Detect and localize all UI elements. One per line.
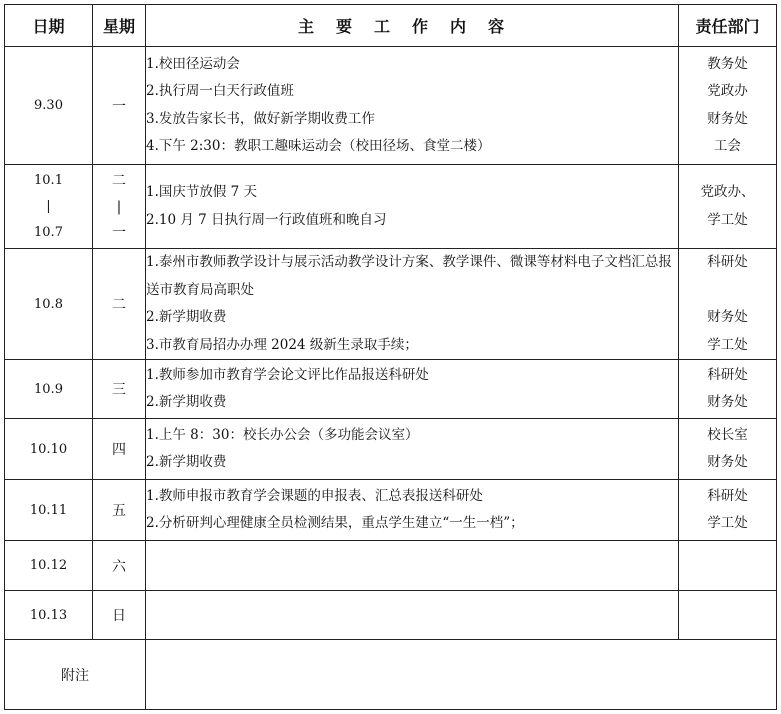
content-cell: [146, 419, 679, 480]
content-cell: [146, 47, 679, 165]
dept-item: 学工处: [707, 336, 748, 353]
weekday-cell: [93, 165, 146, 249]
content-cell: [146, 591, 679, 640]
weekday-cell: 六: [93, 541, 146, 591]
content-item: 2.新学期收费: [146, 309, 227, 325]
date-cell: [5, 165, 93, 249]
date-cell: 10.9: [5, 360, 93, 419]
dept-item: 财务处: [707, 394, 748, 410]
content-item: 4.下午 2:30：教职工趣味运动会（校田径场、食堂二楼）: [146, 138, 491, 154]
weekday-cell: 一: [93, 47, 146, 165]
dept-item: 科研处: [707, 254, 748, 270]
table-row: [5, 591, 777, 640]
weekday-start: 二: [112, 172, 126, 189]
dept-cell: [679, 249, 777, 360]
content-item: 2.分析研判心理健康全员检测结果，重点学生建立“一生一档”；: [146, 515, 524, 531]
content-item: 2.新学期收费: [146, 454, 227, 470]
content-item: 1.教师申报市教育学会课题的申报表、汇总表报送科研处: [146, 487, 483, 504]
dept-item: 财务处: [707, 110, 748, 127]
table-row: [5, 360, 777, 419]
dept-cell: [679, 360, 777, 419]
content-cell: [146, 249, 679, 360]
dept-cell: [679, 47, 777, 165]
dept-item: 科研处: [707, 366, 748, 383]
content-item: 1.上午 8：30：校长办公会（多功能会议室）: [146, 426, 419, 443]
dept-item: 教务处: [707, 55, 748, 72]
weekly-schedule-table: [4, 4, 777, 710]
content-cell: [146, 541, 679, 591]
weekday-cell: 三: [93, 360, 146, 419]
date-separator: |: [46, 198, 51, 214]
dept-cell: [679, 419, 777, 480]
note-value: [146, 640, 777, 710]
header-content: 主要工作内容: [146, 5, 679, 47]
dept-item: 学工处: [707, 211, 748, 228]
table-row: [5, 165, 777, 249]
dept-item: 校长室: [707, 426, 748, 443]
date-cell: 10.13: [5, 591, 93, 640]
table-row: [5, 480, 777, 541]
dept-cell: [679, 541, 777, 591]
header-date: 日期: [5, 5, 93, 47]
weekday-cell: 日: [93, 591, 146, 640]
date-end: 10.7: [34, 224, 63, 240]
dept-item: 工会: [714, 138, 741, 154]
content-cell: [146, 165, 679, 249]
content-item: 1.校田径运动会: [146, 55, 240, 72]
header-weekday: 星期: [93, 5, 146, 47]
date-cell: 10.8: [5, 249, 93, 360]
weekday-separator: |: [116, 198, 122, 215]
weekday-cell: 五: [93, 480, 146, 541]
content-item: 1.国庆节放假 7 天: [146, 184, 258, 200]
date-cell: 9.30: [5, 47, 93, 165]
date-cell: 10.12: [5, 541, 93, 591]
dept-item: 财务处: [707, 309, 748, 325]
dept-cell: [679, 591, 777, 640]
dept-cell: [679, 480, 777, 541]
content-item: 2.10 月 7 日执行周一行政值班和晚自习: [146, 211, 387, 228]
weekday-cell: 四: [93, 419, 146, 480]
dept-item: 党政办、: [700, 184, 755, 200]
dept-cell: [679, 165, 777, 249]
content-item: 3.市教育局招办办理 2024 级新生录取手续；: [146, 336, 418, 353]
dept-item: 科研处: [707, 487, 748, 504]
date-start: 10.1: [34, 172, 63, 188]
content-cell: [146, 480, 679, 541]
note-label: 附注: [5, 640, 146, 710]
note-row: [5, 640, 777, 710]
content-item: 3.发放告家长书，做好新学期收费工作: [146, 110, 375, 127]
content-item: 1.教师参加市教育学会论文评比作品报送科研处: [146, 366, 429, 383]
content-item: 2.执行周一白天行政值班: [146, 83, 294, 99]
header-dept: 责任部门: [679, 5, 777, 47]
table-row: [5, 419, 777, 480]
date-cell: 10.11: [5, 480, 93, 541]
content-cell: [146, 360, 679, 419]
dept-item: 财务处: [707, 454, 748, 470]
content-item: 2.新学期收费: [146, 394, 227, 410]
dept-item: 学工处: [707, 515, 748, 531]
date-cell: 10.10: [5, 419, 93, 480]
content-item: 1.泰州市教师教学设计与展示活动教学设计方案、教学课件、微课等材料电子文档汇总报送市教育局高职处: [146, 254, 672, 298]
dept-spacer: [679, 277, 776, 305]
table-row: [5, 541, 777, 591]
weekday-cell: 二: [93, 249, 146, 360]
dept-item: 党政办: [707, 83, 748, 99]
header-row: [5, 5, 777, 47]
table-row: [5, 249, 777, 360]
weekday-end: 一: [112, 224, 126, 241]
table-row: [5, 47, 777, 165]
